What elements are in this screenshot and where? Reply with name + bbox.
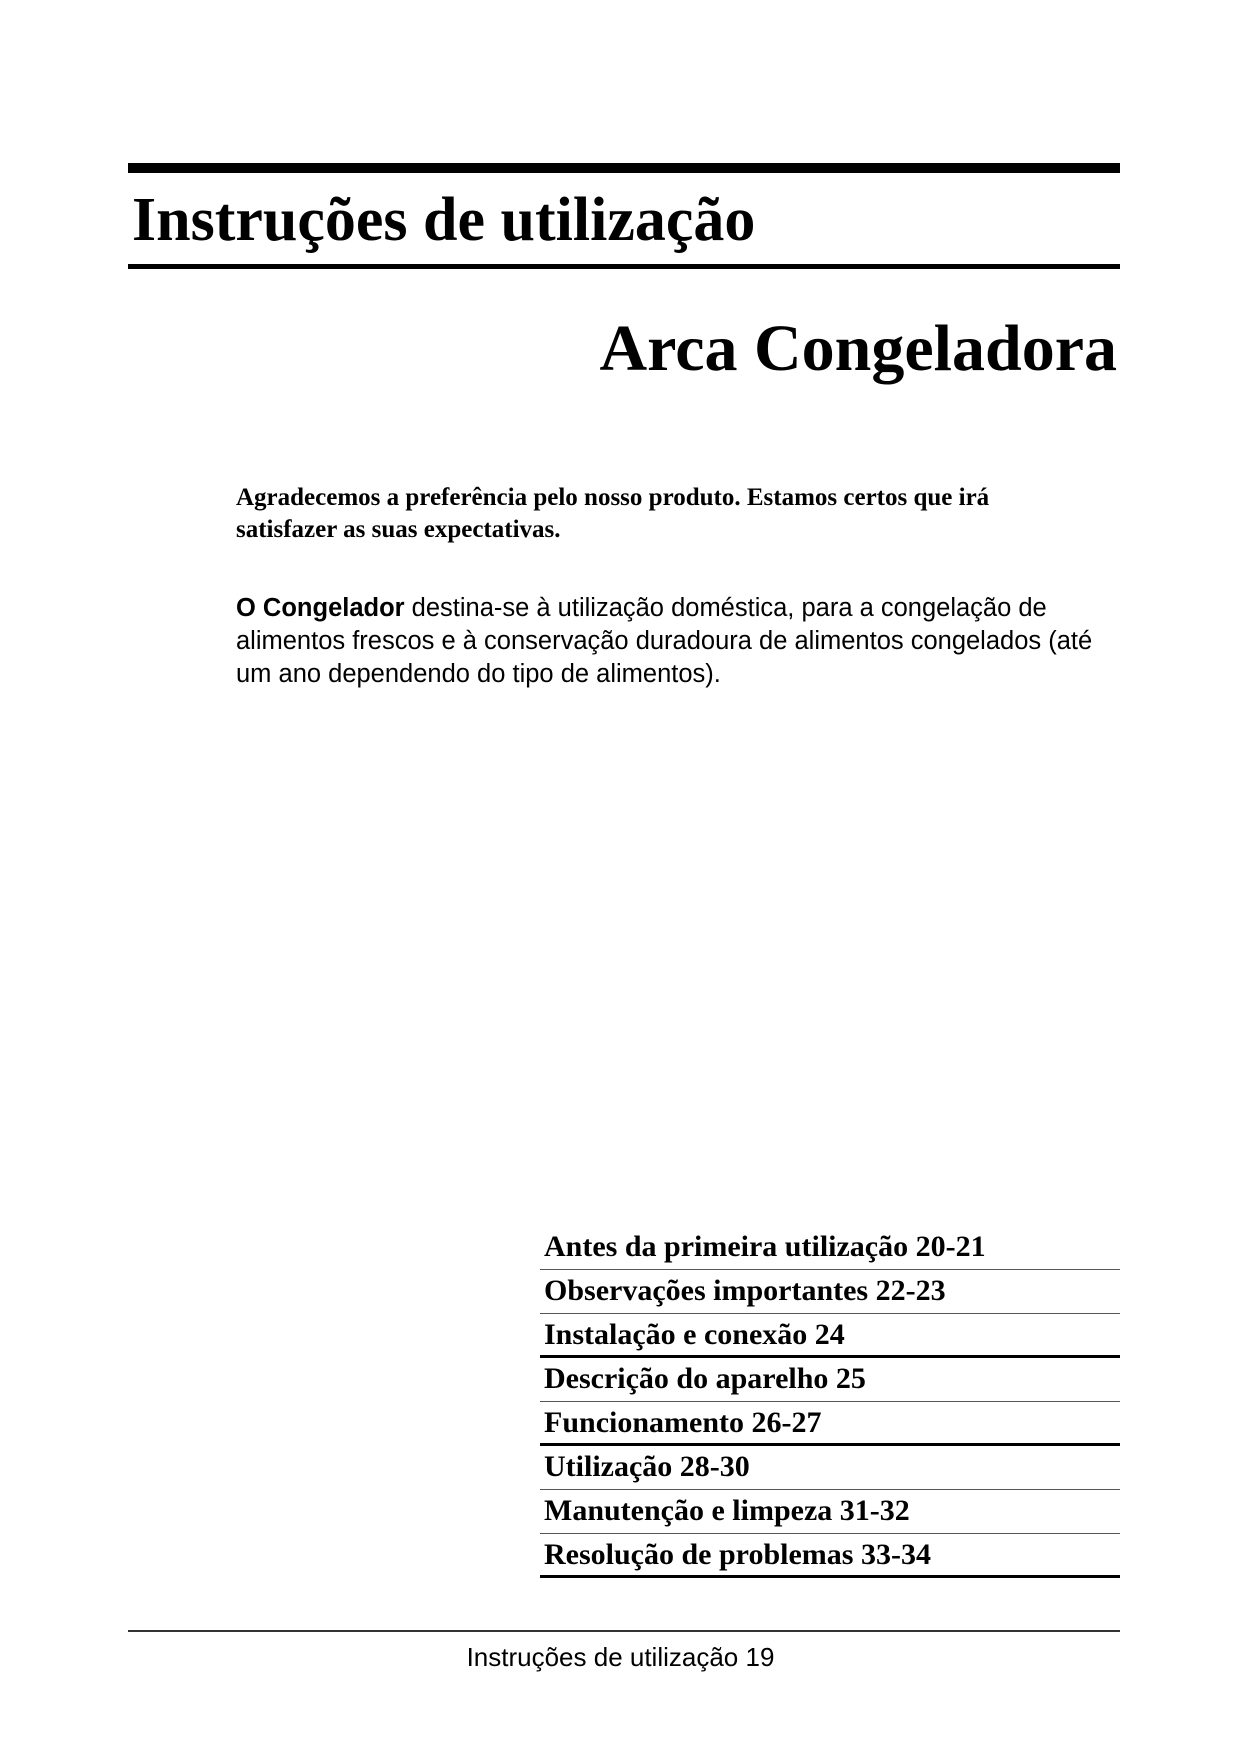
footer-rule: [128, 1630, 1120, 1632]
toc-item[interactable]: Resolução de problemas 33-34: [540, 1534, 1120, 1578]
toc-item[interactable]: Observações importantes 22-23: [540, 1270, 1120, 1314]
toc-item[interactable]: Descrição do aparelho 25: [540, 1358, 1120, 1402]
toc-item[interactable]: Funcionamento 26-27: [540, 1402, 1120, 1446]
description-subject: O Congelador: [236, 594, 405, 622]
page-footer: Instruções de utilização 19: [466, 1642, 775, 1672]
table-of-contents: [540, 1226, 1120, 1578]
header-top-rule: [128, 163, 1120, 173]
toc-item[interactable]: Utilização 28-30: [540, 1446, 1120, 1490]
header-bottom-rule: [128, 264, 1120, 269]
toc-item[interactable]: Instalação e conexão 24: [540, 1314, 1120, 1358]
document-title: Instruções de utilização: [132, 186, 756, 254]
description-paragraph: [236, 592, 1116, 691]
product-title: Arca Congeladora: [599, 312, 1117, 385]
toc-item[interactable]: Antes da primeira utilização 20-21: [540, 1226, 1120, 1270]
toc-item[interactable]: Manutenção e limpeza 31-32: [540, 1490, 1120, 1534]
description-text: destina-se à utilização doméstica, para a congelação de alimentos frescos e à conservação duradoura de alimentos congelados (até um ano dependendo do tipo de alimentos).: [236, 594, 1093, 688]
thanks-paragraph: Agradecemos a preferência pelo nosso produto. Estamos certos que irá satisfazer as suas expectativas.: [236, 484, 990, 543]
